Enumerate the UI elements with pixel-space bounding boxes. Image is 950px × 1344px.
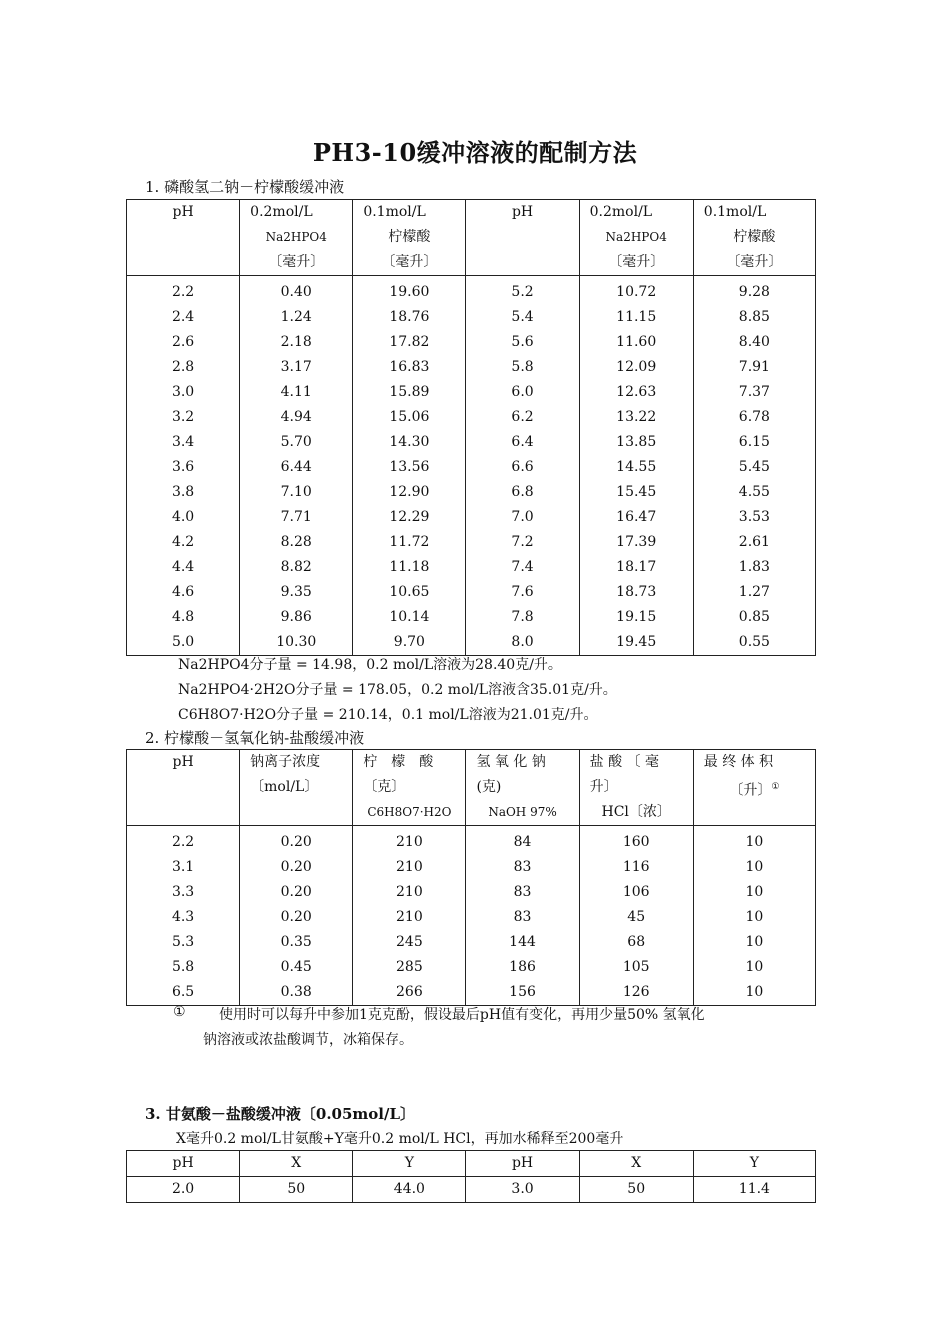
table-cell: 0.55	[693, 630, 815, 656]
table-cell: 10.72	[579, 276, 693, 306]
table-cell: 16.47	[579, 505, 693, 530]
table-cell: 15.06	[353, 405, 466, 430]
table-row	[127, 855, 816, 880]
table-cell: 7.0	[466, 505, 579, 530]
table-cell: 186	[466, 955, 579, 980]
table-cell: 9.28	[693, 276, 815, 306]
table-cell: 116	[579, 855, 693, 880]
table-cell: 13.85	[579, 430, 693, 455]
header-cell: Y	[353, 1151, 466, 1177]
table-cell: 13.56	[353, 455, 466, 480]
header-ph: pH	[172, 204, 194, 220]
table-cell: 50	[579, 1177, 693, 1203]
table-cell: 5.4	[466, 305, 579, 330]
table-row	[127, 555, 816, 580]
table-cell: 3.3	[127, 880, 240, 905]
table-cell: 11.18	[353, 555, 466, 580]
table-cell: 18.73	[579, 580, 693, 605]
table-row	[127, 330, 816, 355]
table-cell: 2.0	[127, 1177, 240, 1203]
header-unit: 〔毫升〕	[268, 254, 325, 270]
table-cell: 2.61	[693, 530, 815, 555]
header-compound: 柠檬酸	[388, 229, 431, 245]
table-cell: 83	[466, 880, 579, 905]
table-citrate-naoh-hcl	[126, 749, 816, 1006]
table-cell: 13.22	[579, 405, 693, 430]
table-cell: 4.2	[127, 530, 240, 555]
table-cell: 5.70	[240, 430, 353, 455]
header-cell: X	[579, 1151, 693, 1177]
table-row	[127, 930, 816, 955]
table-cell: 10.65	[353, 580, 466, 605]
table-cell: 7.10	[240, 480, 353, 505]
header-ph: pH	[172, 754, 194, 770]
header-unit: 〔毫升〕	[381, 254, 438, 270]
section3-description: X毫升0.2 mol/L甘氨酸+Y毫升0.2 mol/L HCl，再加水稀释至200毫升	[176, 1131, 624, 1147]
table-cell: 3.8	[127, 480, 240, 505]
table-row	[127, 305, 816, 330]
table-cell: 7.6	[466, 580, 579, 605]
table-cell: 9.86	[240, 605, 353, 630]
note-molar-mass: Na2HPO4分子量 = 14.98，0.2 mol/L溶液为28.40克/升。	[178, 657, 562, 673]
table-cell: 10	[693, 880, 815, 905]
header-cell: pH	[127, 1151, 240, 1177]
header-conc: 0.1mol/L	[363, 204, 426, 220]
table-cell: 106	[579, 880, 693, 905]
table-cell: 156	[466, 980, 579, 1006]
header-compound: Na2HPO4	[605, 230, 667, 244]
table-cell: 3.6	[127, 455, 240, 480]
table-cell: 8.82	[240, 555, 353, 580]
table-cell: 2.18	[240, 330, 353, 355]
table-cell: 210	[353, 826, 466, 856]
header-volume: 最 终 体 积	[703, 754, 774, 770]
table-cell: 210	[353, 855, 466, 880]
table-cell: 3.53	[693, 505, 815, 530]
footnote-ref: ①	[771, 782, 780, 792]
table-cell: 2.2	[127, 826, 240, 856]
table-cell: 0.38	[240, 980, 353, 1006]
table-phosphate-citrate	[126, 199, 816, 656]
table-cell: 285	[353, 955, 466, 980]
table-cell: 4.3	[127, 905, 240, 930]
table-cell: 0.35	[240, 930, 353, 955]
table-header-row	[127, 750, 816, 826]
table-cell: 15.89	[353, 380, 466, 405]
table-cell: 0.40	[240, 276, 353, 306]
table-cell: 126	[579, 980, 693, 1006]
table-cell: 12.09	[579, 355, 693, 380]
table-glycine-hcl	[126, 1150, 816, 1203]
table-cell: 4.8	[127, 605, 240, 630]
table-cell: 15.45	[579, 480, 693, 505]
table-cell: 8.28	[240, 530, 353, 555]
table-row	[127, 880, 816, 905]
header-hcl: 盐 酸 〔 毫	[589, 754, 659, 770]
table-cell: 6.0	[466, 380, 579, 405]
table-cell: 6.78	[693, 405, 815, 430]
table-cell: 19.60	[353, 276, 466, 306]
table-row	[127, 505, 816, 530]
table-cell: 6.6	[466, 455, 579, 480]
table-cell: 7.4	[466, 555, 579, 580]
header-naoh: 氢 氧 化 钠	[476, 754, 546, 770]
table-cell: 18.17	[579, 555, 693, 580]
table-cell: 9.70	[353, 630, 466, 656]
table-cell: 12.63	[579, 380, 693, 405]
table-cell: 12.90	[353, 480, 466, 505]
table-cell: 7.71	[240, 505, 353, 530]
table-cell: 7.91	[693, 355, 815, 380]
table-row	[127, 455, 816, 480]
footnote-text: 钠溶液或浓盐酸调节，冰箱保存。	[203, 1032, 413, 1048]
table-cell: 2.8	[127, 355, 240, 380]
table-cell: 4.6	[127, 580, 240, 605]
table-cell: 0.20	[240, 826, 353, 856]
section1-heading: 1. 磷酸氢二钠－柠檬酸缓冲液	[145, 178, 345, 196]
table-row	[127, 355, 816, 380]
table-cell: 210	[353, 880, 466, 905]
table-cell: 5.2	[466, 276, 579, 306]
table-row	[127, 430, 816, 455]
header-sodium: 钠离子浓度	[250, 754, 321, 770]
table-row	[127, 905, 816, 930]
table-row	[127, 1177, 816, 1203]
table-cell: 2.2	[127, 276, 240, 306]
table-cell: 6.8	[466, 480, 579, 505]
table-cell: 50	[240, 1177, 353, 1203]
header-unit: 〔毫升〕	[608, 254, 665, 270]
page-title: PH3-10缓冲溶液的配制方法	[312, 138, 638, 167]
table-row	[127, 480, 816, 505]
table-cell: 4.11	[240, 380, 353, 405]
table-cell: 45	[579, 905, 693, 930]
table-cell: 8.40	[693, 330, 815, 355]
table-cell: 1.83	[693, 555, 815, 580]
table-cell: 105	[579, 955, 693, 980]
header-naoh-unit: (克)	[476, 779, 502, 795]
table-cell: 10	[693, 905, 815, 930]
table-row	[127, 980, 816, 1006]
table-cell: 19.45	[579, 630, 693, 656]
table-cell: 6.15	[693, 430, 815, 455]
table-row	[127, 955, 816, 980]
note-molar-mass: C6H8O7·H2O分子量 = 210.14，0.1 mol/L溶液为21.01克/升。	[178, 707, 598, 723]
table-cell: 3.1	[127, 855, 240, 880]
table-cell: 10.30	[240, 630, 353, 656]
table-cell: 1.24	[240, 305, 353, 330]
header-conc: 0.2mol/L	[589, 204, 653, 220]
table-cell: 7.2	[466, 530, 579, 555]
header-citric-formula: C6H8O7·H2O	[367, 805, 452, 819]
header-sodium-unit: 〔mol/L〕	[250, 779, 319, 795]
table-body	[127, 826, 816, 1006]
table-cell: 7.8	[466, 605, 579, 630]
header-cell: Y	[693, 1151, 815, 1177]
header-naoh-grade: NaOH 97%	[488, 805, 557, 819]
table-row	[127, 630, 816, 656]
table-row	[127, 276, 816, 306]
table-cell: 0.20	[240, 855, 353, 880]
table-cell: 0.20	[240, 880, 353, 905]
table-cell: 2.4	[127, 305, 240, 330]
table-cell: 83	[466, 855, 579, 880]
header-citric: 柠 檬 酸	[363, 754, 434, 770]
table-cell: 10	[693, 855, 815, 880]
table-cell: 5.8	[466, 355, 579, 380]
header-cell: X	[240, 1151, 353, 1177]
table-row	[127, 605, 816, 630]
table-cell: 3.0	[127, 380, 240, 405]
table-cell: 3.2	[127, 405, 240, 430]
table-cell: 10	[693, 955, 815, 980]
table-cell: 144	[466, 930, 579, 955]
table-cell: 19.15	[579, 605, 693, 630]
table-cell: 11.4	[693, 1177, 815, 1203]
table-cell: 18.76	[353, 305, 466, 330]
table-cell: 6.44	[240, 455, 353, 480]
header-hcl-unit: 升〕	[589, 779, 618, 795]
table-row	[127, 530, 816, 555]
table-cell: 5.0	[127, 630, 240, 656]
table-header-row	[127, 200, 816, 276]
table-row	[127, 826, 816, 856]
header-conc: 0.1mol/L	[703, 204, 767, 220]
table-cell: 16.83	[353, 355, 466, 380]
table-cell: 0.20	[240, 905, 353, 930]
table-cell: 17.39	[579, 530, 693, 555]
table-cell: 4.0	[127, 505, 240, 530]
header-compound: 柠檬酸	[733, 229, 776, 245]
table-cell: 245	[353, 930, 466, 955]
table-cell: 84	[466, 826, 579, 856]
table-cell: 4.55	[693, 480, 815, 505]
table-cell: 9.35	[240, 580, 353, 605]
table-cell: 83	[466, 905, 579, 930]
table-row	[127, 405, 816, 430]
table-cell: 3.17	[240, 355, 353, 380]
table-cell: 8.0	[466, 630, 579, 656]
table-cell: 266	[353, 980, 466, 1006]
table-cell: 5.6	[466, 330, 579, 355]
table-cell: 3.4	[127, 430, 240, 455]
section3-heading: 3. 甘氨酸－盐酸缓冲液〔0.05mol/L〕	[145, 1105, 416, 1123]
table-cell: 44.0	[353, 1177, 466, 1203]
table-row	[127, 580, 816, 605]
table-cell: 11.72	[353, 530, 466, 555]
table-cell: 5.45	[693, 455, 815, 480]
note-molar-mass: Na2HPO4·2H2O分子量 = 178.05，0.2 mol/L溶液含35.01克/升。	[178, 682, 617, 698]
header-volume-unit	[694, 775, 815, 800]
table-cell: 210	[353, 905, 466, 930]
table-cell: 8.85	[693, 305, 815, 330]
table-cell: 160	[579, 826, 693, 856]
footnote-marker: ①	[173, 1004, 186, 1020]
table-cell: 7.37	[693, 380, 815, 405]
header-cell: pH	[466, 1151, 579, 1177]
header-ph: pH	[511, 204, 534, 220]
table-row	[127, 380, 816, 405]
table-body	[127, 276, 816, 656]
table-cell: 5.8	[127, 955, 240, 980]
footnote-text: 使用时可以每升中参加1克克酚，假设最后pH值有变化，再用少量50% 氢氧化	[219, 1007, 705, 1023]
table-cell: 10	[693, 980, 815, 1006]
table-cell: 14.30	[353, 430, 466, 455]
table-cell: 11.15	[579, 305, 693, 330]
table-header-row	[127, 1151, 816, 1177]
table-cell: 68	[579, 930, 693, 955]
table-cell: 4.4	[127, 555, 240, 580]
header-conc: 0.2mol/L	[250, 204, 313, 220]
table-cell: 6.2	[466, 405, 579, 430]
table-cell: 1.27	[693, 580, 815, 605]
table-cell: 2.6	[127, 330, 240, 355]
header-citric-unit: 〔克〕	[363, 779, 406, 795]
header-unit: 〔毫升〕	[726, 254, 783, 270]
header-volume-unit-text: 〔升〕	[729, 782, 772, 799]
header-compound: Na2HPO4	[265, 230, 327, 244]
table-cell: 4.94	[240, 405, 353, 430]
table-cell: 11.60	[579, 330, 693, 355]
table-cell: 10	[693, 930, 815, 955]
table-cell: 0.45	[240, 955, 353, 980]
table-cell: 5.3	[127, 930, 240, 955]
table-cell: 6.4	[466, 430, 579, 455]
table-cell: 10	[693, 826, 815, 856]
table-cell: 6.5	[127, 980, 240, 1006]
header-hcl-grade: HCl〔浓〕	[601, 804, 671, 820]
table-cell: 17.82	[353, 330, 466, 355]
section2-heading: 2. 柠檬酸－氢氧化钠-盐酸缓冲液	[145, 729, 365, 747]
table-cell: 10.14	[353, 605, 466, 630]
table-cell: 14.55	[579, 455, 693, 480]
table-cell: 12.29	[353, 505, 466, 530]
table-cell: 3.0	[466, 1177, 579, 1203]
table-cell: 0.85	[693, 605, 815, 630]
